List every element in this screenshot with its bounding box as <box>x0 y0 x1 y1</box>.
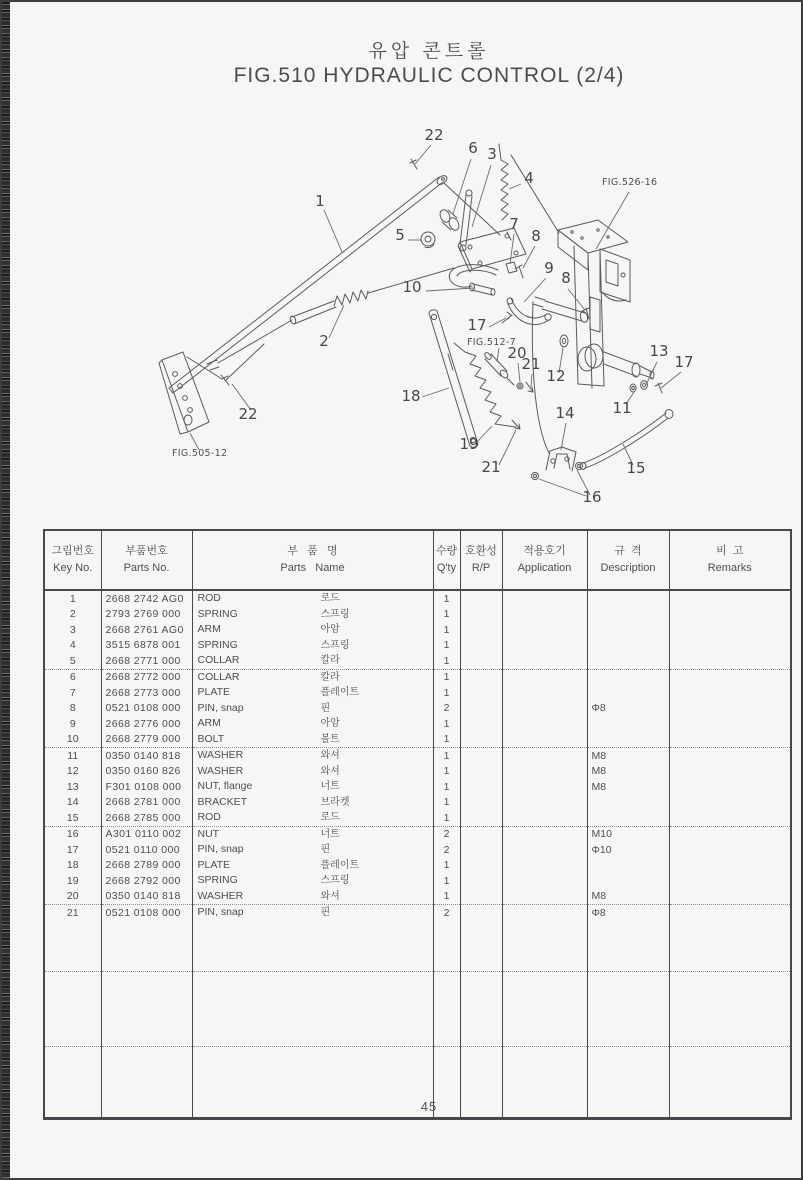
diagram-callout-6: 6 <box>468 139 478 157</box>
pin-21-art <box>512 420 520 429</box>
cell-desc <box>587 873 669 889</box>
column-header-rp: 호환성 R/P <box>460 530 502 590</box>
cell-app <box>502 779 587 795</box>
cell-rp <box>460 732 502 748</box>
part-name-en: PIN, snap <box>197 843 244 855</box>
cell-qty: 1 <box>433 638 460 654</box>
cell-app <box>502 842 587 858</box>
cell-qty: 1 <box>433 607 460 623</box>
parts-row <box>44 748 791 764</box>
cell-remarks <box>669 889 791 905</box>
part-name-en: PLATE <box>197 858 230 871</box>
collar-5-art <box>421 232 435 248</box>
cell-rp <box>460 716 502 732</box>
diagram-callout-11: 11 <box>612 399 632 417</box>
diagram-callout-14: 14 <box>555 404 575 422</box>
cell-rp <box>460 701 502 717</box>
part-name-ko: 핀 <box>320 907 331 918</box>
cell-desc: M10 <box>587 826 669 842</box>
cell-key: 4 <box>69 639 76 651</box>
part-name-ko: 볼트 <box>320 733 340 745</box>
cell-desc <box>587 607 669 623</box>
cell-remarks <box>669 810 791 826</box>
cell-parts_no: 0521 0108 000 <box>101 905 192 921</box>
cell-parts_no: 0350 0160 826 <box>101 764 192 780</box>
cell-remarks <box>669 795 791 811</box>
empty-row-block <box>44 921 791 972</box>
part-name-en: COLLAR <box>197 670 240 683</box>
column-header-key: 그림번호 Key No. <box>51 544 94 574</box>
diagram-callout-15: 15 <box>626 459 646 477</box>
parts-row <box>44 826 791 842</box>
part-name-en: ROD <box>197 811 221 823</box>
cell-remarks <box>669 764 791 780</box>
spring-4-art <box>499 144 559 240</box>
cell-qty: 2 <box>433 842 460 858</box>
cell-name <box>192 810 433 826</box>
cell-remarks <box>669 622 791 638</box>
cell-desc <box>587 858 669 874</box>
cell-rp <box>460 669 502 685</box>
cell-rp <box>460 764 502 780</box>
cell-app <box>502 826 587 842</box>
parts-row <box>44 622 791 638</box>
cell-desc <box>587 685 669 701</box>
cell-app <box>502 905 587 921</box>
page-title-korean: 유압 콘트롤 <box>368 41 490 62</box>
cell-rp <box>460 858 502 874</box>
cell-rp <box>460 622 502 638</box>
cell-rp <box>460 779 502 795</box>
cell-app <box>502 716 587 732</box>
cell-parts_no: F301 0108 000 <box>101 779 192 795</box>
part-name-en: SPRING <box>197 607 238 620</box>
cell-qty: 1 <box>433 685 460 701</box>
cell-key: 21 <box>66 906 79 919</box>
cell-qty: 1 <box>433 858 460 874</box>
diagram-callout-22: 22 <box>238 405 258 423</box>
empty-row-block <box>44 971 791 1046</box>
cell-rp <box>460 795 502 811</box>
cell-desc <box>587 653 669 669</box>
exploded-parts-diagram <box>142 117 722 517</box>
parts-row <box>44 590 791 607</box>
cell-app <box>502 607 587 623</box>
part-name-ko: 스프링 <box>320 639 350 651</box>
cell-name <box>192 701 433 717</box>
part-name-ko: 칼라 <box>320 655 340 666</box>
cell-rp <box>460 607 502 623</box>
page-number: 45 <box>420 1099 438 1114</box>
column-header-parts-name: 부 품 명 Parts Name <box>192 530 433 590</box>
part-name-ko: 로드 <box>320 812 340 823</box>
pin-21-art <box>526 382 533 392</box>
parts-row <box>44 905 791 921</box>
diagram-callout-19: 19 <box>459 435 479 453</box>
rod-end-art <box>533 297 589 323</box>
cell-rp <box>460 810 502 826</box>
part-name-en: WASHER <box>197 889 244 902</box>
diagram-callout-17: 17 <box>467 316 487 334</box>
column-header-parts-no: 부품번호 Parts No. <box>101 530 192 590</box>
part-name-ko: 와셔 <box>320 765 340 777</box>
page-title-english: FIG.510 HYDRAULIC CONTROL (2/4) <box>233 64 625 87</box>
cell-desc <box>587 732 669 748</box>
parts-row <box>44 889 791 905</box>
pin-17-art <box>655 383 662 393</box>
part-name-en: COLLAR <box>197 654 240 666</box>
cell-desc <box>587 810 669 826</box>
cell-key: 2 <box>69 608 76 620</box>
cell-desc <box>587 590 669 607</box>
figure-reference: FIG.512-7 <box>467 337 516 348</box>
diagram-callout-8: 8 <box>561 269 571 287</box>
part-name-ko: 칼라 <box>320 671 340 683</box>
washer-12-art <box>560 335 568 347</box>
cell-app <box>502 653 587 669</box>
cell-qty: 1 <box>433 764 460 780</box>
cell-app <box>502 764 587 780</box>
diagram-callout-7: 7 <box>509 215 519 233</box>
cell-remarks <box>669 590 791 607</box>
cell-app <box>502 873 587 889</box>
cell-app <box>502 732 587 748</box>
scan-edge-artifact <box>2 2 10 1178</box>
cell-rp <box>460 638 502 654</box>
diagram-callout-18: 18 <box>401 387 421 405</box>
cell-name <box>192 669 433 685</box>
part-name-en: NUT, flange <box>197 780 253 792</box>
cell-remarks <box>669 653 791 669</box>
cell-parts_no: A301 0110 002 <box>101 826 192 842</box>
cell-app <box>502 858 587 874</box>
part-name-ko: 브라켓 <box>320 796 350 808</box>
part-name-en: ARM <box>197 717 221 729</box>
cell-app <box>502 669 587 685</box>
cell-key: 14 <box>66 796 79 808</box>
parts-row <box>44 873 791 889</box>
column-header-qty: 수량 Q'ty <box>433 530 460 590</box>
parts-row <box>44 716 791 732</box>
column-frame-fig526-art <box>558 220 654 388</box>
cell-qty: 2 <box>433 826 460 842</box>
part-name-ko: 플레이트 <box>320 859 360 871</box>
cell-remarks <box>669 685 791 701</box>
part-name-en: SPRING <box>197 638 238 651</box>
cell-remarks <box>669 873 791 889</box>
cell-name <box>192 889 433 905</box>
cell-name <box>192 732 433 748</box>
cell-parts_no: 2668 2789 000 <box>101 858 192 874</box>
parts-table-header <box>44 530 791 590</box>
cell-desc: Φ8 <box>587 701 669 717</box>
part-name-ko: 와셔 <box>320 750 340 761</box>
callout-layer <box>172 126 694 506</box>
parts-row <box>44 653 791 669</box>
column-header-remarks: 비 고 Remarks <box>669 530 791 590</box>
cell-rp <box>460 685 502 701</box>
part-name-en: PIN, snap <box>197 906 244 918</box>
cell-parts_no: 2668 2761 AG0 <box>101 622 192 638</box>
cell-name <box>192 590 433 607</box>
cell-desc: Φ8 <box>587 905 669 921</box>
nut-16-art <box>532 463 583 480</box>
cell-qty: 1 <box>433 795 460 811</box>
cell-remarks <box>669 701 791 717</box>
cell-qty: 1 <box>433 779 460 795</box>
parts-row <box>44 810 791 826</box>
cell-key: 20 <box>44 889 101 905</box>
cell-rp <box>460 748 502 764</box>
cell-name <box>192 905 433 921</box>
bolt-10-art <box>470 283 496 295</box>
parts-row <box>44 638 791 654</box>
cell-parts_no: 2668 2792 000 <box>101 873 192 889</box>
cell-qty: 1 <box>433 810 460 826</box>
cell-remarks <box>669 716 791 732</box>
pin-22-top-art <box>410 159 417 169</box>
parts-row <box>44 669 791 685</box>
part-name-ko: 너트 <box>320 781 340 792</box>
part-name-ko: 와셔 <box>320 890 340 902</box>
cell-name <box>192 607 433 623</box>
cell-name <box>192 653 433 669</box>
part-name-ko: 플레이트 <box>320 687 360 698</box>
part-name-ko: 핀 <box>320 702 331 714</box>
cell-parts_no: 0350 0140 818 <box>101 889 192 905</box>
part-name-ko: 스프링 <box>320 875 350 886</box>
cell-remarks <box>669 779 791 795</box>
cell-parts_no: 2668 2779 000 <box>101 732 192 748</box>
cell-key: 17 <box>66 843 79 856</box>
diagram-callout-13: 13 <box>649 342 669 360</box>
cell-key: 12 <box>66 765 79 777</box>
cell-key: 13 <box>66 780 79 793</box>
diagram-callout-1: 1 <box>315 192 325 210</box>
parts-table <box>43 529 792 1120</box>
cell-key: 15 <box>44 810 101 826</box>
cell-remarks <box>669 842 791 858</box>
cell-remarks <box>669 607 791 623</box>
diagram-callout-8: 8 <box>531 227 541 245</box>
diagram-callout-12: 12 <box>546 367 566 385</box>
cell-app <box>502 638 587 654</box>
cell-desc: M8 <box>587 889 669 905</box>
collar-6-art <box>438 208 461 232</box>
part-name-en: WASHER <box>197 749 244 761</box>
cell-remarks <box>669 858 791 874</box>
cell-parts_no: 3515 6878 001 <box>101 638 192 654</box>
arm-9-art <box>507 298 551 325</box>
part-name-en: NUT <box>197 827 220 840</box>
leader-lines <box>190 145 681 496</box>
parts-row <box>44 764 791 780</box>
cell-app <box>502 622 587 638</box>
cell-desc: M8 <box>587 779 669 795</box>
cell-name <box>192 638 433 654</box>
diagram-callout-2: 2 <box>319 332 329 350</box>
cell-desc: Φ10 <box>587 842 669 858</box>
part-name-en: SPRING <box>197 874 238 886</box>
cell-parts_no: 2793 2769 000 <box>101 607 192 623</box>
pin-17-art <box>502 312 512 323</box>
cell-parts_no: 2668 2771 000 <box>101 653 192 669</box>
cell-key: 3 <box>69 623 76 636</box>
cell-key: 6 <box>69 671 76 683</box>
column-header-application: 적용호기 Application <box>502 530 587 590</box>
part-name-en: PLATE <box>197 686 230 698</box>
cell-qty: 2 <box>433 701 460 717</box>
cell-key: 5 <box>44 653 101 669</box>
part-name-ko: 너트 <box>320 828 340 840</box>
parts-row <box>44 732 791 748</box>
parts-table-body <box>44 590 791 921</box>
cell-rp <box>460 590 502 607</box>
cell-app <box>502 701 587 717</box>
cell-name <box>192 826 433 842</box>
cell-qty: 1 <box>433 590 460 607</box>
cell-key: 11 <box>67 749 79 762</box>
cell-remarks <box>669 826 791 842</box>
cell-parts_no: 2668 2785 000 <box>101 810 192 826</box>
cell-name <box>192 873 433 889</box>
diagram-callout-9: 9 <box>544 259 554 277</box>
cell-app <box>502 748 587 764</box>
cell-desc: M8 <box>587 748 669 764</box>
cell-app <box>502 795 587 811</box>
cell-name <box>192 764 433 780</box>
cell-desc: M8 <box>587 764 669 780</box>
bracket-14-art <box>546 447 576 471</box>
cell-name <box>192 622 433 638</box>
parts-row <box>44 795 791 811</box>
cell-qty: 2 <box>433 905 460 921</box>
cell-rp <box>460 826 502 842</box>
diagram-callout-16: 16 <box>582 488 602 506</box>
cell-desc <box>587 716 669 732</box>
washer-11-art <box>630 384 636 392</box>
pin-22-art <box>221 375 229 385</box>
part-name-en: PIN, snap <box>197 701 244 714</box>
cell-qty: 1 <box>433 622 460 638</box>
cell-rp <box>460 889 502 905</box>
cell-key: 8 <box>69 702 76 714</box>
cell-name <box>192 716 433 732</box>
cell-desc <box>587 795 669 811</box>
diagram-callout-4: 4 <box>524 169 534 187</box>
cell-rp <box>460 873 502 889</box>
cell-parts_no: 2668 2776 000 <box>101 716 192 732</box>
cell-parts_no: 0350 0140 818 <box>101 748 192 764</box>
cell-key: 19 <box>66 874 79 887</box>
cell-rp <box>460 842 502 858</box>
cell-remarks <box>669 638 791 654</box>
part-name-ko: 아암 <box>320 718 340 729</box>
cell-qty: 1 <box>433 716 460 732</box>
cell-desc <box>587 669 669 685</box>
cell-parts_no: 2668 2773 000 <box>101 685 192 701</box>
diagram-callout-17: 17 <box>674 353 694 371</box>
washer-20-art <box>517 383 523 389</box>
cell-qty: 1 <box>433 889 460 905</box>
part-name-ko: 스프링 <box>320 608 350 620</box>
diagram-callout-10: 10 <box>402 278 422 296</box>
part-name-ko: 로드 <box>320 593 340 604</box>
diagram-callout-21: 21 <box>481 458 501 476</box>
part-name-ko: 아암 <box>320 624 340 635</box>
figure-reference: FIG.505-12 <box>172 448 228 459</box>
part-name-ko: 핀 <box>320 844 331 855</box>
cell-name <box>192 795 433 811</box>
cell-key: 1 <box>69 592 76 605</box>
figure-reference: FIG.526-16 <box>602 177 658 188</box>
cell-key: 18 <box>66 859 79 871</box>
parts-table-empty-area <box>44 921 791 1119</box>
cell-app <box>502 685 587 701</box>
cell-name <box>192 779 433 795</box>
cell-qty: 1 <box>433 873 460 889</box>
diagram-callout-20: 20 <box>507 344 527 362</box>
cell-key: 9 <box>69 717 76 730</box>
parts-row <box>44 842 791 858</box>
cell-app <box>502 810 587 826</box>
cell-rp <box>460 905 502 921</box>
cell-remarks <box>669 748 791 764</box>
cell-app <box>502 889 587 905</box>
diagram-callout-21: 21 <box>521 355 541 373</box>
cell-parts_no: 2668 2781 000 <box>101 795 192 811</box>
cell-rp <box>460 653 502 669</box>
diagram-callout-22: 22 <box>424 126 444 144</box>
parts-row <box>44 701 791 717</box>
cell-app <box>502 590 587 607</box>
cell-parts_no: 2668 2772 000 <box>101 669 192 685</box>
cell-key: 7 <box>69 686 76 699</box>
cell-qty: 1 <box>433 653 460 669</box>
cell-name <box>192 748 433 764</box>
part-name-en: BOLT <box>197 732 225 745</box>
part-name-en: ARM <box>197 623 221 635</box>
cell-parts_no: 0521 0108 000 <box>101 701 192 717</box>
diagram-callout-3: 3 <box>487 145 497 163</box>
cell-remarks <box>669 905 791 921</box>
cell-name <box>192 858 433 874</box>
cell-qty: 1 <box>433 669 460 685</box>
parts-row <box>44 858 791 874</box>
cell-remarks <box>669 732 791 748</box>
cell-qty: 1 <box>433 748 460 764</box>
cell-desc <box>587 622 669 638</box>
part-name-en: ROD <box>197 592 221 604</box>
cell-remarks <box>669 669 791 685</box>
cell-key: 16 <box>66 828 79 840</box>
parts-row <box>44 685 791 701</box>
cell-parts_no: 0521 0110 000 <box>101 842 192 858</box>
cell-qty: 1 <box>433 732 460 748</box>
cell-name <box>192 842 433 858</box>
cell-parts_no: 2668 2742 AG0 <box>101 590 192 607</box>
parts-row <box>44 779 791 795</box>
parts-row <box>44 607 791 623</box>
part-name-en: WASHER <box>197 764 244 777</box>
cell-key: 10 <box>44 732 101 748</box>
column-header-description: 규 격 Description <box>587 530 669 590</box>
cell-name <box>192 685 433 701</box>
diagram-callout-5: 5 <box>395 226 405 244</box>
cell-desc <box>587 638 669 654</box>
part-name-en: BRACKET <box>197 795 248 808</box>
